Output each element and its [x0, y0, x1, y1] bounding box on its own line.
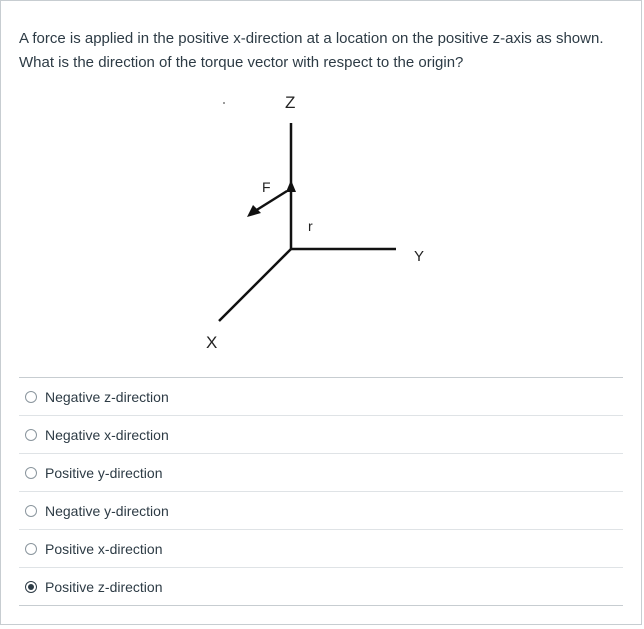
x-axis-line	[219, 249, 291, 321]
answer-label: Positive y-direction	[45, 464, 163, 481]
answer-label: Negative x-direction	[45, 426, 169, 443]
stray-dot	[223, 102, 225, 104]
answer-label: Positive z-direction	[45, 578, 163, 595]
axes-diagram-svg	[191, 83, 441, 353]
answer-option[interactable]	[19, 378, 623, 416]
force-arrow-line	[255, 191, 287, 211]
answer-option[interactable]	[19, 530, 623, 568]
answer-list	[19, 377, 623, 606]
answer-label: Negative y-direction	[45, 502, 169, 519]
answer-option[interactable]	[19, 492, 623, 530]
z-point-marker	[286, 180, 296, 192]
radio-button[interactable]	[25, 467, 37, 479]
radio-button[interactable]	[25, 429, 37, 441]
r-vector-label: r	[308, 218, 313, 234]
answer-option[interactable]	[19, 454, 623, 492]
z-axis-label: Z	[285, 93, 296, 112]
force-label: F	[262, 179, 271, 195]
radio-button-selected[interactable]	[25, 581, 37, 593]
answer-label: Negative z-direction	[45, 388, 169, 405]
axes-diagram	[191, 83, 441, 353]
force-arrowhead	[247, 205, 261, 217]
question-text: A force is applied in the positive x-direction at a location on the positive z-axis as shown. What is the direction of the torque vector with respect to the origin?	[19, 30, 604, 71]
y-axis-label: Y	[414, 248, 425, 265]
radio-button[interactable]	[25, 505, 37, 517]
answer-option[interactable]	[19, 416, 623, 454]
answer-option-selected[interactable]	[19, 568, 623, 606]
radio-button[interactable]	[25, 391, 37, 403]
x-axis-label: X	[206, 333, 218, 352]
radio-button[interactable]	[25, 543, 37, 555]
answer-label: Positive x-direction	[45, 540, 163, 557]
